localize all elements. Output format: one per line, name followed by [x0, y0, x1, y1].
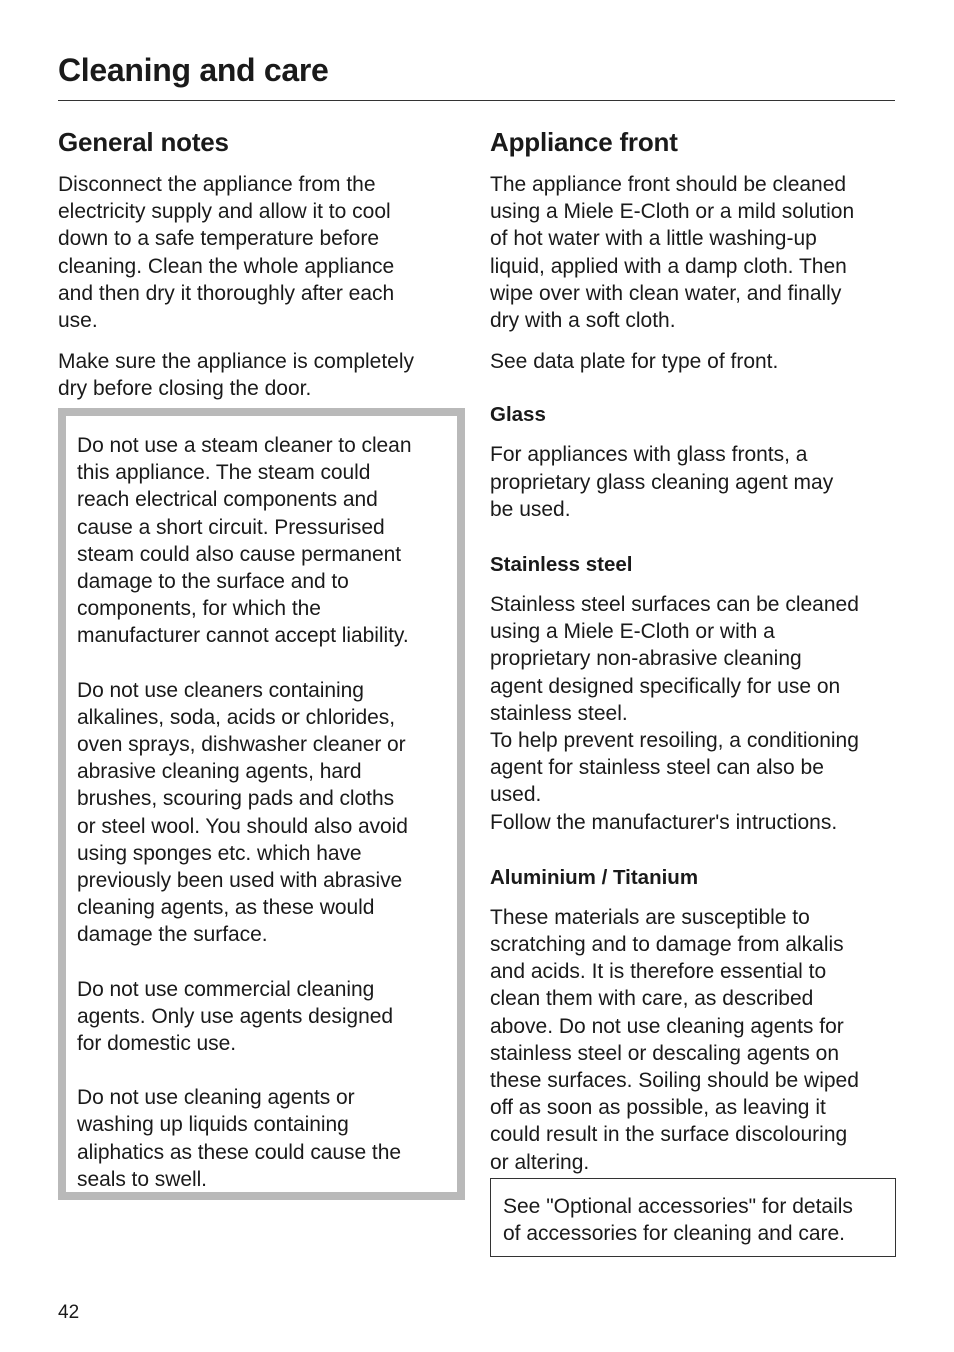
accessories-note-box	[490, 1178, 896, 1257]
page-number: 42	[58, 1302, 80, 1323]
warning-paragraph-steam: Do not use a steam cleaner to clean this appliance. The steam could reach electrical components and cause a short circuit. Pressurised steam could also cause permanent damage to the surface and to components, for which the manufacturer cannot accept liability.	[77, 434, 412, 648]
general-notes-section	[58, 120, 468, 403]
page-title: Cleaning and care	[58, 52, 329, 88]
general-notes-paragraph-2: Make sure the appliance is completely dry before closing the door.	[58, 350, 415, 401]
warning-paragraph-aliphatics: Do not use cleaning agents or washing up liquids containing aliphatics as these could cause the seals to swell.	[77, 1086, 401, 1191]
accessories-note-text: See "Optional accessories" for details of accessories for cleaning and care.	[503, 1195, 853, 1246]
aluminium-titanium-text: These materials are susceptible to scratching and to damage from alkalis and acids. It is therefore essential to clean them with care, as described above. Do not use cleaning agents for stainless steel or descaling agents on these surfaces. Soiling should be wiped off as soon as possible, as leaving it could result in the surface discolouring or altering.	[490, 905, 859, 1174]
warning-paragraph-cleaners: Do not use cleaners containing alkalines, soda, acids or chlorides, oven sprays, dishwasher cleaner or abrasive cleaning agents, hard brushes, scouring pads and cloths or steel wool. You should also avoid using sponges etc. which have previously been used with abrasive cleaning agents, as these would damage the surface.	[77, 678, 408, 947]
appliance-front-paragraph-2: See data plate for type of front.	[490, 350, 779, 374]
stainless-steel-heading: Stainless steel	[490, 553, 633, 577]
appliance-front-heading: Appliance front	[490, 127, 678, 157]
glass-heading: Glass	[490, 403, 546, 427]
appliance-front-section	[490, 120, 900, 1176]
warning-paragraph-commercial: Do not use commercial cleaning agents. Only use agents designed for domestic use.	[77, 977, 393, 1056]
stainless-steel-text: Stainless steel surfaces can be cleaned using a Miele E-Cloth or with a proprietary non-abrasive cleaning agent designed specifically for use on stainless steel. To help prevent resoiling, a conditioning agent for stainless steel can also be used. Follow the manufacturer's intructions.	[490, 593, 859, 834]
warning-box	[58, 408, 465, 1200]
general-notes-paragraph-1: Disconnect the appliance from the electricity supply and allow it to cool down to a safe temperature before cleaning. Clean the whole appliance and then dry it thoroughly after each use.	[58, 173, 395, 333]
appliance-front-paragraph-1: The appliance front should be cleaned using a Miele E-Cloth or a mild solution of hot water with a little washing-up liquid, applied with a damp cloth. Then wipe over with clean water, and finally dry with a soft cloth.	[490, 173, 855, 333]
aluminium-titanium-heading: Aluminium / Titanium	[490, 865, 699, 889]
general-notes-heading: General notes	[58, 127, 229, 157]
glass-text: For appliances with glass fronts, a proprietary glass cleaning agent may be used.	[490, 443, 834, 521]
title-divider	[58, 100, 895, 101]
